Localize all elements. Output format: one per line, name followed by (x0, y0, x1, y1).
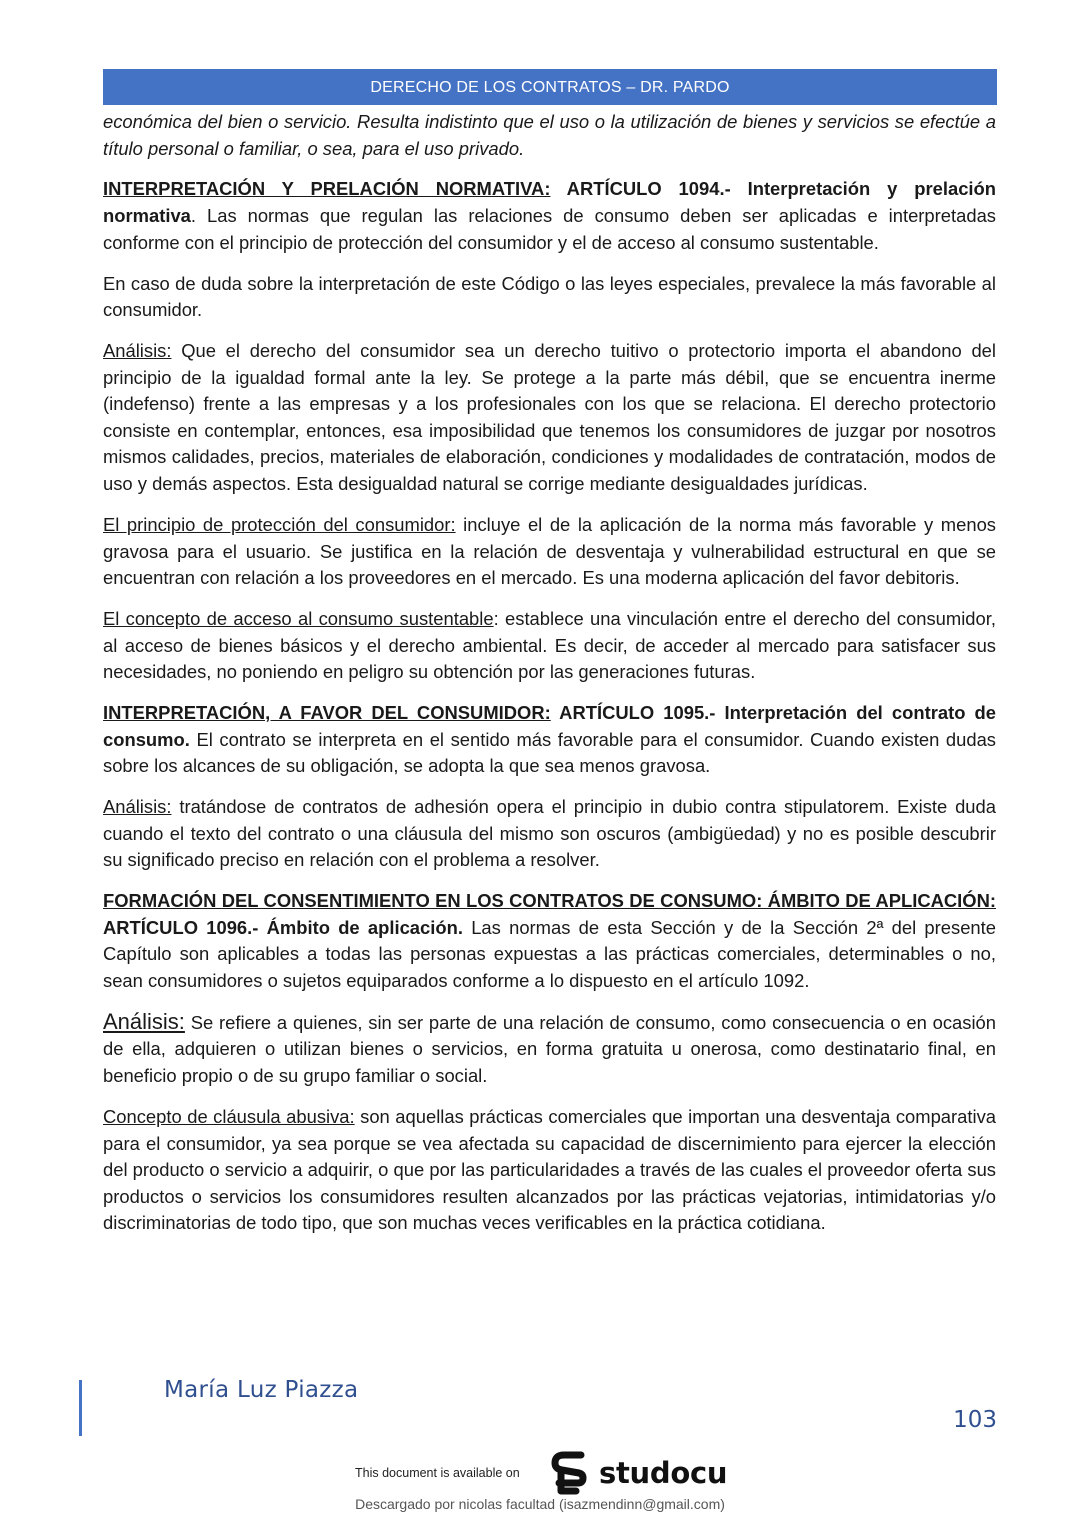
article-title: ARTÍCULO 1096.- Ámbito de aplicación. (103, 916, 463, 938)
paragraph-analysis (103, 794, 996, 874)
article-title: ARTÍCULO 1095.- Interpretación del contrato de consumo. (103, 702, 996, 750)
paragraph-text: tratándose de contratos de adhesión opera el principio in dubio contra stipulatorem. Existe duda cuando el texto del contrato o una cláusula del mismo son oscuros (ambigüedad) y no es posible descubrir su significado preciso en relación con el problema a resolver. (103, 796, 996, 871)
article-text: Las normas de esta Sección y de la Sección 2ª del presente Capítulo son aplicables a todas las personas expuestas a las prácticas comerciales, determinables o no, sean consumidores o sujetos equiparados conforme a lo dispuesto en el artículo 1092. (103, 916, 996, 991)
concept-label: El principio de protección del consumidor: (103, 513, 456, 535)
paragraph-sustainable (103, 606, 996, 686)
section-heading: INTERPRETACIÓN Y PRELACIÓN NORMATIVA: (103, 178, 551, 200)
studocu-logo-icon (551, 1450, 593, 1496)
paragraph-article-1096 (103, 888, 996, 994)
paragraph-analysis (103, 338, 996, 498)
concept-label: Concepto de cláusula abusiva: (103, 1105, 355, 1127)
article-text: El contrato se interpreta en el sentido más favorable para el consumidor. Cuando existen dudas sobre los alcances de su obligación, se adopta la que sea menos gravosa. (103, 728, 996, 777)
header-title: DERECHO DE LOS CONTRATOS – DR. PARDO (370, 79, 730, 96)
analysis-label: Análisis: (103, 796, 172, 818)
paragraph-article-1095 (103, 700, 996, 780)
article-text: . Las normas que regulan las relaciones de consumo deben ser aplicadas e interpretadas conforme con el principio de protección del consumidor y el de acceso al consumo sustentable. (103, 205, 996, 253)
availability-note: This document is available on (355, 1466, 520, 1480)
author-name: María Luz Piazza (164, 1377, 359, 1403)
section-heading: INTERPRETACIÓN, A FAVOR DEL CONSUMIDOR: (103, 702, 551, 724)
paragraph-principle (103, 512, 996, 592)
download-credit: Descargado por nicolas facultad (isazmendinn@gmail.com) (355, 1496, 725, 1512)
paragraph-analysis (103, 1009, 996, 1090)
paragraph-text: incluye el de la aplicación de la norma más favorable y menos gravosa para el usuario. Se justifica en la relación de desventaja y vulnerabilidad estructural en que se encuentran con relación a los proveedores en el mercado. Es una moderna aplicación del favor debitoris. (103, 513, 996, 589)
paragraph-article-1094 (103, 176, 996, 256)
paragraph-abusive-clause (103, 1104, 996, 1237)
footer-divider (79, 1380, 82, 1436)
analysis-label: Análisis: (103, 1008, 185, 1034)
paragraph-text: : establece una vinculación entre el derecho del consumidor, al acceso de bienes básicos y el derecho ambiental. Es decir, de acceder al mercado para satisfacer sus necesidades, no poniendo en peligro su obtención por las generaciones futuras. (103, 607, 996, 683)
article-title: ARTÍCULO 1094.- Interpretación y prelación normativa (103, 178, 996, 227)
document-body (103, 109, 996, 1251)
concept-label: El concepto de acceso al consumo sustentable (103, 607, 494, 629)
analysis-label: Análisis: (103, 340, 172, 362)
section-heading: FORMACIÓN DEL CONSENTIMIENTO EN LOS CONTRATOS DE CONSUMO: ÁMBITO DE APLICACIÓN: (103, 890, 996, 912)
paragraph-text: Se refiere a quienes, sin ser parte de una relación de consumo, como consecuencia o en ocasión de ella, adquieren o utilizan bienes o servicios, en forma gratuita u onerosa, como destinatario final, en beneficio propio o de su grupo familiar o social. (103, 1011, 996, 1087)
paragraph-text: Que el derecho del consumidor sea un derecho tuitivo o protectorio importa el abandono del principio de la igualdad formal ante la ley. Se protege a la parte más débil, que se encuentra inerme (indefenso) frente a las empresas y a los profesionales con los que se relaciona. El derecho protectorio consiste en contemplar, entonces, esa imposibilidad que tenemos los consumidores de juzgar por nosotros mismos calidades, precios, materiales de elaboración, condiciones y modalidades de contratación, modos de uso y demás aspectos. Esta desigualdad natural se corrige mediante desigualdades jurídicas. (103, 340, 996, 495)
paragraph: En caso de duda sobre la interpretación de este Código o las leyes especiales, prevalece la más favorable al consumidor. (103, 272, 996, 321)
page-header (103, 69, 997, 105)
paragraph: económica del bien o servicio. Resulta indistinto que el uso o la utilización de bienes y servicios se efectúe a título personal o familiar, o sea, para el uso privado. (103, 111, 996, 159)
studocu-logo[interactable] (551, 1450, 727, 1496)
paragraph-text: son aquellas prácticas comerciales que importan una desventaja comparativa para el consumidor, ya sea porque se vea afectada su capacidad de discernimiento para ejercer la elección del producto o servicio a adquirir, o que por las particularidades a través de las cuales el proveedor oferta sus productos o servicios los consumidores resulten alcanzados por las prácticas vejatorias, intimidatorias y/o discriminatorias de todo tipo, que son muchas veces verificables en la práctica cotidiana. (103, 1105, 996, 1234)
page-number: 103 (953, 1407, 997, 1433)
brand-name: studocu (599, 1456, 728, 1490)
